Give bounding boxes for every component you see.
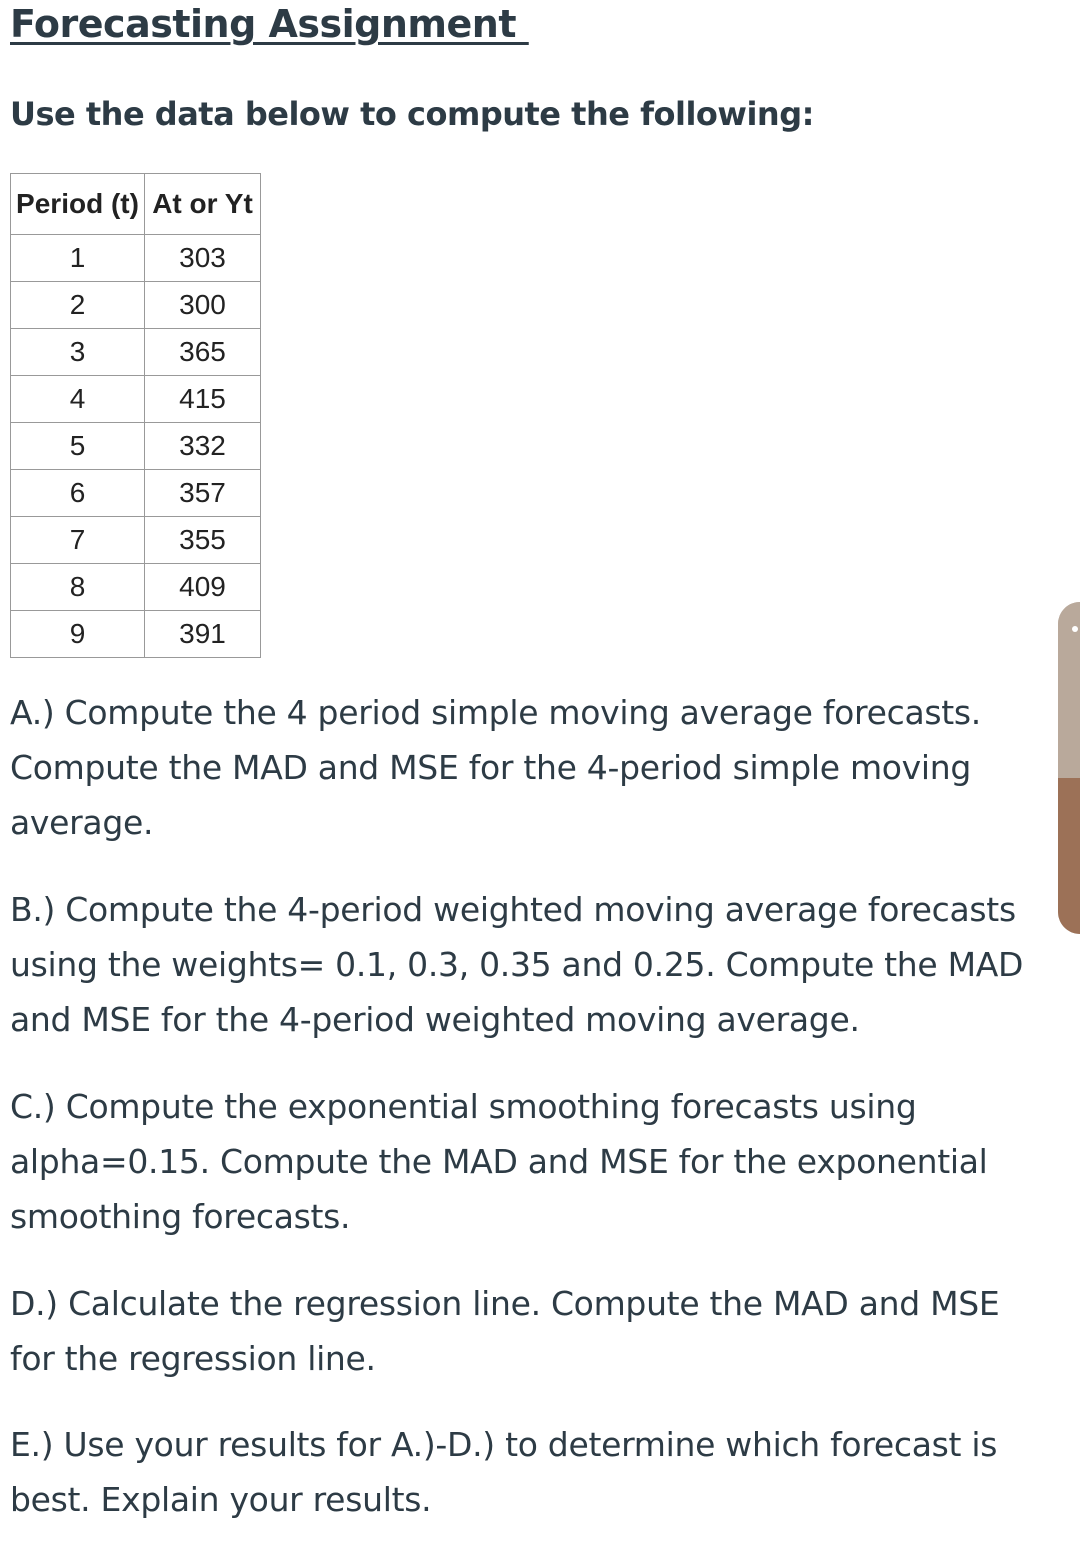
- value-cell: 332: [145, 423, 261, 470]
- question-a: [10, 685, 1080, 850]
- table-row: [11, 611, 261, 658]
- handle-bottom-segment: [1058, 778, 1080, 934]
- period-cell: 9: [11, 611, 145, 658]
- table-row: [11, 282, 261, 329]
- value-cell: 357: [145, 470, 261, 517]
- value-cell: 303: [145, 235, 261, 282]
- question-d-line: for the regression line.: [10, 1339, 376, 1378]
- table-row: [11, 517, 261, 564]
- question-c-line: C.) Compute the exponential smoothing forecasts using: [10, 1087, 917, 1126]
- value-cell: 355: [145, 517, 261, 564]
- side-panel-handle[interactable]: [1058, 602, 1080, 934]
- table-row: [11, 423, 261, 470]
- question-a-line: Compute the MAD and MSE for the 4-period simple moving: [10, 748, 972, 787]
- table-row: [11, 376, 261, 423]
- instructions-heading: Use the data below to compute the following:: [10, 95, 814, 133]
- period-cell: 2: [11, 282, 145, 329]
- value-cell: 409: [145, 564, 261, 611]
- question-e-line: best. Explain your results.: [10, 1480, 432, 1519]
- question-c-line: alpha=0.15. Compute the MAD and MSE for the exponential: [10, 1142, 988, 1181]
- question-c-line: smoothing forecasts.: [10, 1197, 351, 1236]
- table-header-row: [11, 174, 261, 235]
- value-cell: 415: [145, 376, 261, 423]
- table-row: [11, 329, 261, 376]
- column-header-value: At or Yt: [145, 174, 261, 235]
- period-cell: 4: [11, 376, 145, 423]
- question-d-line: D.) Calculate the regression line. Compute the MAD and MSE: [10, 1284, 1000, 1323]
- period-cell: 6: [11, 470, 145, 517]
- table-row: [11, 470, 261, 517]
- question-b-line: using the weights= 0.1, 0.3, 0.35 and 0.25. Compute the MAD: [10, 945, 1024, 984]
- question-d: [10, 1276, 1080, 1386]
- column-header-period: Period (t): [11, 174, 145, 235]
- question-e-line: E.) Use your results for A.)-D.) to determine which forecast is: [10, 1425, 998, 1464]
- period-cell: 8: [11, 564, 145, 611]
- table-row: [11, 235, 261, 282]
- value-cell: 365: [145, 329, 261, 376]
- period-cell: 5: [11, 423, 145, 470]
- question-e: [10, 1417, 1080, 1527]
- period-cell: 7: [11, 517, 145, 564]
- period-cell: 1: [11, 235, 145, 282]
- question-b-line: B.) Compute the 4-period weighted moving average forecasts: [10, 890, 1016, 929]
- question-a-line: A.) Compute the 4 period simple moving average forecasts.: [10, 693, 981, 732]
- question-b-line: and MSE for the 4-period weighted moving average.: [10, 1000, 860, 1039]
- handle-dot-icon: [1072, 626, 1078, 632]
- period-cell: 3: [11, 329, 145, 376]
- data-table: [10, 173, 261, 658]
- question-c: [10, 1079, 1080, 1244]
- table-row: [11, 564, 261, 611]
- page-title: Forecasting Assignment: [10, 2, 529, 46]
- value-cell: 300: [145, 282, 261, 329]
- question-a-line: average.: [10, 803, 154, 842]
- value-cell: 391: [145, 611, 261, 658]
- question-b: [10, 882, 1080, 1047]
